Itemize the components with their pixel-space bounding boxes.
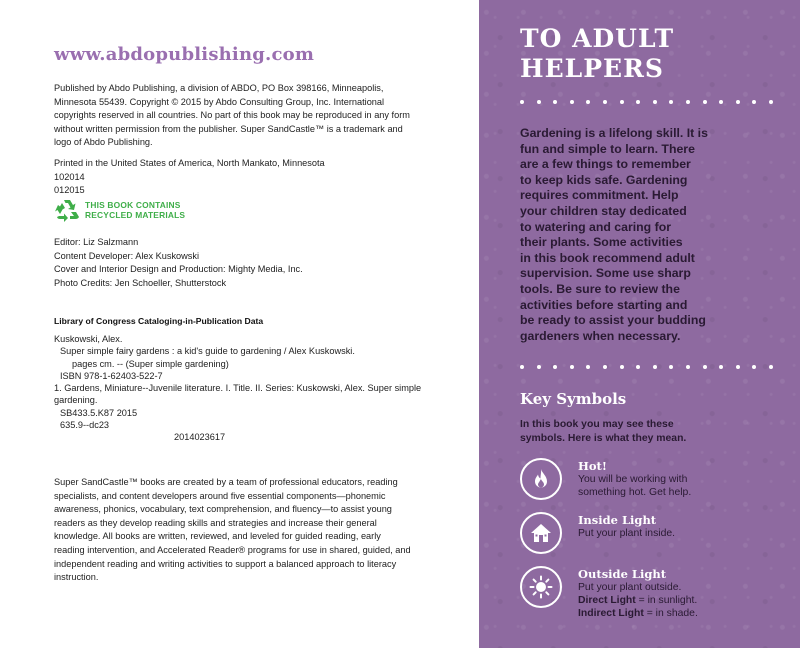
divider-dot [620, 100, 624, 104]
cip-author: Kuskowski, Alex. [54, 334, 123, 344]
publisher-line: logo of Abdo Publishing. [54, 137, 153, 148]
divider-dot [736, 100, 740, 104]
divider-dot [603, 100, 607, 104]
cip-block [54, 333, 424, 444]
divider-dot [520, 100, 524, 104]
paragraph-line: in this book recommend adult [520, 250, 695, 265]
divider-dot [520, 365, 524, 369]
symbol-desc: Put your plant outside. [578, 582, 682, 593]
divider-dot [603, 365, 607, 369]
indirect-light-label: Indirect Light [578, 608, 644, 620]
divider-dot [636, 100, 640, 104]
about-line: reading intervention, and Accelerated Reader® programs for use in shared, guided, and [54, 544, 411, 555]
about-line: readers as they develop reading skills and strategies and increase their general [54, 517, 377, 528]
publisher-line: copyrights reserved in all countries. No part of this book may be reproduced in any form [54, 110, 410, 121]
about-line: instruction. [54, 572, 99, 583]
divider-dot [653, 365, 657, 369]
paragraph-line: tools. Be sure to review the [520, 281, 680, 296]
cip-subjects: 1. Gardens, Miniature--Juvenile literature. I. Title. II. Series: Kuskowski, Alex. Super simple gardening. [54, 383, 422, 406]
key-intro-line: In this book you may see these [520, 419, 674, 430]
symbol-desc-indirect [578, 607, 698, 620]
publisher-line: Published by Abdo Publishing, a division of ABDO, PO Box 398166, Minneapolis, [54, 83, 384, 93]
paragraph-line: Gardening is a lifelong skill. It is [520, 126, 708, 140]
publisher-url[interactable]: www.abdopublishing.com [54, 44, 315, 65]
divider-dot [769, 365, 773, 369]
divider-dot [736, 365, 740, 369]
divider-dot [703, 100, 707, 104]
key-symbols-heading: Key Symbols [520, 390, 627, 408]
divider-dot [586, 100, 590, 104]
divider-dot [570, 100, 574, 104]
divider-dot [669, 365, 673, 369]
symbol-badge [520, 512, 562, 554]
divider-dot [686, 365, 690, 369]
direct-light-text: = in sunlight. [635, 595, 698, 607]
print-code: 012015 [54, 185, 85, 196]
divider-dot [620, 365, 624, 369]
direct-light-label: Direct Light [578, 595, 636, 607]
recycle-icon [54, 198, 80, 222]
house-icon [529, 521, 553, 545]
title-line: HELPERS [520, 54, 664, 83]
symbol-desc: something hot. Get help. [578, 487, 692, 499]
paragraph-line: supervision. Some use sharp [520, 266, 691, 281]
print-code: 102014 [54, 171, 85, 182]
paragraph-line: your children stay dedicated [520, 203, 687, 218]
divider-dot [769, 100, 773, 104]
symbol-badge [520, 566, 562, 608]
paragraph-line: to keep kids safe. Gardening [520, 172, 688, 187]
divider-dot [553, 100, 557, 104]
symbol-name: Inside Light [578, 513, 657, 527]
paragraph-line: to watering and caring for [520, 219, 671, 234]
divider-dot [686, 100, 690, 104]
symbol-outside-light [520, 566, 698, 621]
title-line: TO ADULT [520, 24, 675, 53]
divider-dot [537, 100, 541, 104]
paragraph-line: their plants. Some activities [520, 235, 683, 250]
cip-lccn: 2014023617 [174, 432, 226, 443]
publisher-line: without written permission from the publisher. Super SandCastle™ is a trademark and [54, 123, 403, 134]
divider-dot [752, 365, 756, 369]
symbol-desc: You will be working with [578, 474, 688, 485]
divider-dot [703, 365, 707, 369]
publisher-line: Minnesota 55439. Copyright © 2015 by Abdo Consulting Group, Inc. International [54, 96, 385, 107]
cip-class: SB433.5.K87 2015 [60, 407, 138, 418]
paragraph-line: requires commitment. Help [520, 188, 679, 203]
key-intro-line: symbols. Here is what they mean. [520, 433, 687, 444]
credit-line: Content Developer: Alex Kuskowski [54, 250, 200, 261]
credit-line: Editor: Liz Salzmann [54, 237, 139, 247]
recycle-line: RECYCLED MATERIALS [85, 210, 186, 220]
dotted-divider [520, 365, 780, 369]
symbol-hot [520, 458, 691, 500]
panel-title [520, 24, 674, 84]
paragraph-line: be ready to assist your budding [520, 313, 706, 328]
recycled-materials-badge [54, 198, 185, 222]
recycle-text [85, 200, 185, 220]
cip-isbn: ISBN 978-1-62403-522-7 [60, 370, 163, 381]
printing-info [54, 157, 432, 198]
symbol-name: Outside Light [578, 567, 667, 581]
symbol-inside-light [520, 512, 675, 554]
divider-dot [570, 365, 574, 369]
recycle-line: THIS BOOK CONTAINS [85, 200, 181, 210]
credit-line: Cover and Interior Design and Production: Mighty Media, Inc. [54, 264, 303, 275]
divider-dot [537, 365, 541, 369]
about-series [54, 476, 438, 585]
symbol-name: Hot! [578, 459, 607, 473]
credits [54, 236, 432, 290]
symbol-desc: Put your plant inside. [578, 528, 676, 539]
about-line: independent reading and writing activities to support a balanced approach to literacy [54, 558, 397, 569]
about-line: Super SandCastle™ books are created by a team of professional educators, reading [54, 477, 398, 487]
dotted-divider [520, 100, 780, 104]
cip-dewey: 635.9--dc23 [60, 420, 110, 431]
cip-heading: Library of Congress Cataloging-in-Publication Data [54, 316, 264, 326]
credit-line: Photo Credits: Jen Schoeller, Shutterstock [54, 277, 227, 288]
divider-dot [719, 365, 723, 369]
printed-line: Printed in the United States of America, North Mankato, Minnesota [54, 158, 325, 168]
key-intro [520, 418, 740, 446]
paragraph-line: activities before starting and [520, 297, 688, 312]
helpers-paragraph [520, 126, 720, 344]
divider-dot [586, 365, 590, 369]
cip-pages: pages cm. -- (Super simple gardening) [72, 358, 229, 369]
paragraph-line: are a few things to remember [520, 157, 691, 172]
about-line: knowledge. All books are written, reviewed, and leveled for guided reading, early [54, 531, 381, 542]
flame-icon [529, 467, 553, 491]
symbol-desc-direct [578, 594, 698, 607]
cip-title: Super simple fairy gardens : a kid's guide to gardening / Alex Kuskowski. [60, 346, 355, 357]
divider-dot [752, 100, 756, 104]
paragraph-line: gardeners when necessary. [520, 328, 681, 343]
divider-dot [553, 365, 557, 369]
sun-icon [529, 575, 553, 599]
about-line: awareness, phonics, vocabulary, text comprehension, and fluency—to assist young [54, 504, 392, 515]
divider-dot [653, 100, 657, 104]
divider-dot [669, 100, 673, 104]
publisher-notice [54, 82, 432, 150]
about-line: specialists, and content developers around five essential components—phonemic [54, 490, 386, 501]
paragraph-line: fun and simple to learn. There [520, 141, 695, 156]
indirect-light-text: = in shade. [643, 608, 698, 620]
symbol-badge [520, 458, 562, 500]
divider-dot [719, 100, 723, 104]
divider-dot [636, 365, 640, 369]
